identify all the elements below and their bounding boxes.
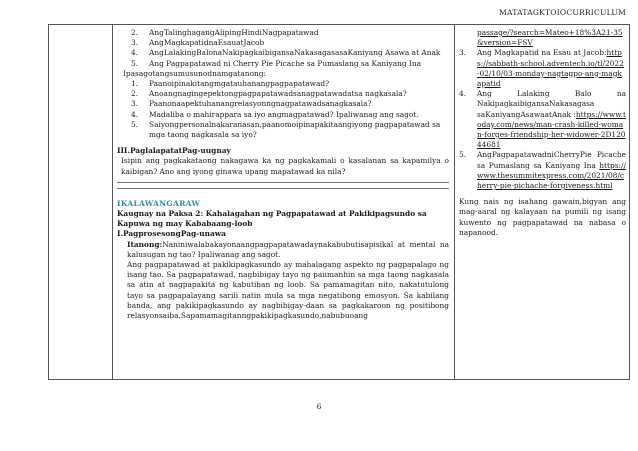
day-label: IKALAWANGARAW [117, 198, 201, 208]
section-text: Isipin ang pagkakataong nakagawa ka ng pagkakamali o kasalanan sa kapamilya o kaibigan? Ano ang iyong ginawa upang mapatawad ka nila? [121, 156, 449, 176]
document-header: MATATAGKTOIOCURRICULUM [498, 8, 626, 17]
lesson-title: Kaugnay na Paksa 2: Kahalagahan ng Pagpapatawad at Pakikipagsundo sa Kapuwa ng may Kababaang-loob [117, 209, 427, 229]
list-item: 4. Ang Lalaking Balo na NakipagkaibigansaNakasagasa saKaniyangAsawaatAnak :https://www.today.com/news/man-crash-killed-woman-forges-friendship-her-widower-2D12044681 [459, 89, 626, 150]
list-item: 3. Paanonaapektuhanangrelasyonngnagpatawadsanagkasala? [131, 99, 372, 109]
closing-note: Kung nais ng isahang gawain,bigyan ang mag-aaral ng kalayaan na pumili ng isang kuwento ng pagpapatawad na nabasa o napanood. [459, 197, 626, 237]
column-divider-right [454, 25, 455, 379]
question-list [131, 79, 449, 140]
story-list [131, 28, 449, 69]
list-item: 3. Ang Magkapatid na Esau at Jacob:https://sabbath-school.adventech.io/tl/2022-02/10/03-monday-nagtagpo-ang-magkapatid [459, 48, 624, 89]
reference-link[interactable]: https://www.thesummitexpress.com/2021/08/cherry-pie-pichache-forgiveness.html [477, 160, 626, 191]
section-heading: I.PagprosesongPag-unawa [117, 229, 226, 239]
lesson-table [48, 24, 630, 380]
list-item: 3. AngMagkapatidnaEsauatJacob [131, 38, 265, 48]
column-divider-left [112, 25, 113, 379]
lesson-paragraph: Ang pagpapatawad at pakikipagkasundo ay mahalagang aspekto ng pagpapalago ng isang tao. Sa pagpapatawad, nagbibigay tayo ng paumanhin sa mga taong nagkasala sa atin at nagpapakita ng kabutihan ng loob. Sa pamamagitan nito, nakatutulong tayo sa pagpapalayang sarili natin mula sa mga negatibong emosyon. Sa kabilang banda, ang pakikipagkasundo ay nagbibigay-daan sa pagkakaroon ng positibong relasyonsaiba.Sapamamagitanngpakikipagkasundo,nabubuoang [127, 260, 449, 321]
questions-intro: Ipasagotangsumusunodnamgatanong: [123, 68, 266, 78]
list-item: 4. AngLalakingBalonaNakipagkaibigansaNakasagasasaKaniyang Asawa at Anak [131, 48, 441, 58]
list-item: 1. Paanoipinakitangmgatauhanangpagpapatawad? [131, 79, 330, 89]
list-item: 2. AngTalinghagangAlipingHindiNagpapatawad [131, 28, 319, 37]
list-item: 5. Saiyongpersonalnakaranasan,paanomoipinapakitaangiyong pagpapatawad sa mga taong nagkasala sa iyo? [131, 119, 441, 140]
right-column [459, 28, 626, 238]
reference-link[interactable]: https://www.today.com/news/man-crash-killed-woman-forges-friendship-her-widower-2D12044681 [477, 109, 626, 150]
middle-column [117, 28, 449, 321]
answer-line [117, 182, 449, 183]
list-item: 2. Anoangnagingepektongpagpapatawadsanagpatawadatsa nagkasala? [131, 89, 407, 99]
section-heading: III.PaglalapatatPag-uugnay [117, 146, 231, 156]
page-number: 6 [316, 402, 322, 411]
list-item: 5. Ang Pagpapatawad ni Cherry Pie Picache sa Pumaslang sa Kaniyang Ina [131, 58, 422, 68]
reference-link[interactable]: https://sabbath-school.adventech.io/tl/2022-02/10/03-monday-nagtagpo-ang-magkapatid [477, 48, 624, 89]
reference-link[interactable]: passage/?search=Mateo+18%3A21-35&version=FSV [477, 28, 623, 48]
question-prompt: Itanong:Naniniwalabakayonaangpagpapatawadaynakabubutisapisikal at mental na kalusugan ng tao? Ipaliwanag ang sagot. [127, 239, 449, 259]
list-item: 4. Madaliba o mahirappara sa iyo angmagpatawad? Ipaliwanag ang sagot. [131, 109, 419, 119]
list-item: 5. AngPagpapatawadniCherryPie Picache sa Pumaslang sa Kaniyang Ina https://www.thesummitexpress.com/2021/08/cherry-pie-pichache-forgiveness.html [459, 150, 626, 191]
